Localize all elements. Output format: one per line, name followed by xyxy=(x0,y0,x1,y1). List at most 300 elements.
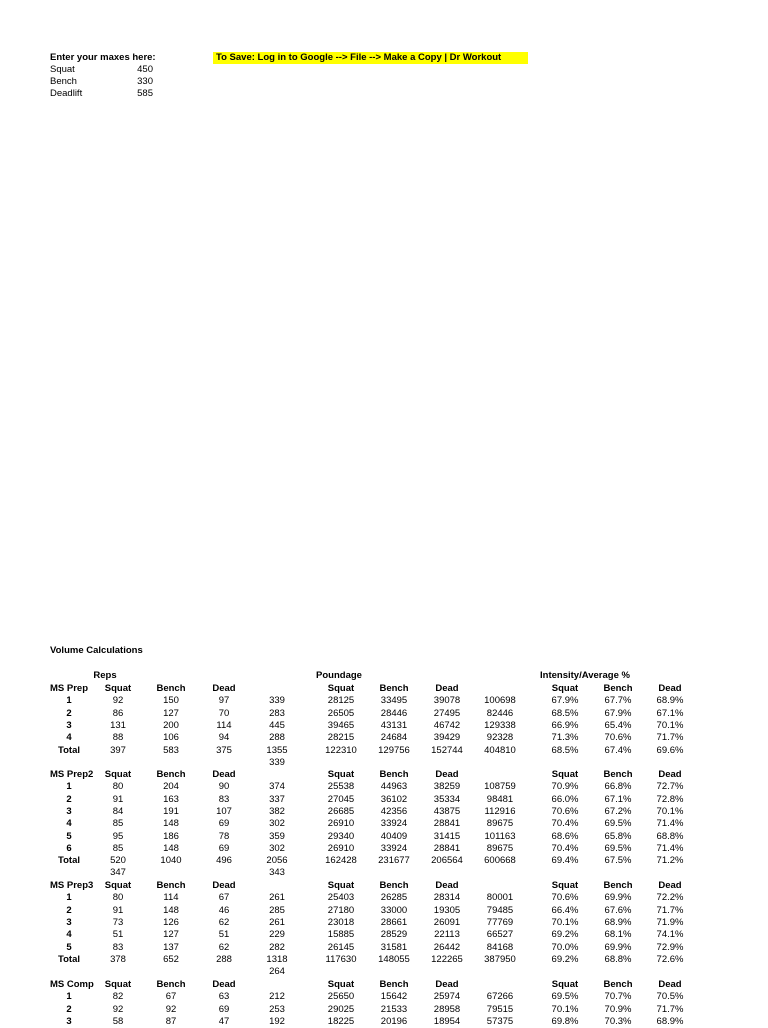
table-cell: 65.4% xyxy=(604,719,632,731)
column-header: Bench xyxy=(156,683,186,694)
table-cell: 82 xyxy=(112,991,124,1003)
extra-value: 264 xyxy=(269,966,285,978)
table-cell: 1040 xyxy=(160,855,182,867)
column-header: Squat xyxy=(104,979,132,990)
table-cell: 66.4% xyxy=(551,904,579,916)
table-cell: 44963 xyxy=(380,781,408,793)
table-cell: 283 xyxy=(269,707,285,719)
table-cell: 69.9% xyxy=(604,892,632,904)
column-header: Squat xyxy=(327,683,355,694)
table-cell: 70.1% xyxy=(656,719,684,731)
table-cell: 97 xyxy=(218,695,230,707)
table-cell: 25403 xyxy=(327,892,355,904)
table-cell: 71.3% xyxy=(551,732,579,744)
table-cell: 117630 xyxy=(325,953,357,965)
table-cell: 19305 xyxy=(433,904,461,916)
table-cell: 67266 xyxy=(486,991,514,1003)
table-cell: 70.1% xyxy=(551,916,579,928)
table-cell: 70.9% xyxy=(551,781,579,793)
table-cell: 28958 xyxy=(433,1003,461,1015)
table-cell: 72.9% xyxy=(656,941,684,953)
table-cell: 101163 xyxy=(484,830,516,842)
column-header: Bench xyxy=(379,769,409,780)
table-cell: 92 xyxy=(112,695,124,707)
table-cell: 89675 xyxy=(486,842,514,854)
table-cell: 600668 xyxy=(484,855,516,867)
table-cell: 69 xyxy=(218,842,230,854)
table-cell: 191 xyxy=(163,805,179,817)
table-cell: 28215 xyxy=(327,732,355,744)
row-label: 4 xyxy=(66,929,72,941)
table-cell: 15885 xyxy=(327,929,355,941)
column-header: Squat xyxy=(551,880,579,891)
row-label: 4 xyxy=(66,818,72,830)
row-label: 5 xyxy=(66,830,72,842)
table-cell: 229 xyxy=(269,929,285,941)
table-cell: 122310 xyxy=(325,744,357,756)
table-cell: 129756 xyxy=(378,744,410,756)
table-cell: 69 xyxy=(218,818,230,830)
column-header: Dead xyxy=(212,880,236,891)
table-cell: 79485 xyxy=(486,904,514,916)
table-cell: 43131 xyxy=(380,719,408,731)
intensity-group-header: Intensity/Average % xyxy=(540,670,630,681)
table-cell: 21533 xyxy=(380,1003,408,1015)
table-cell: 382 xyxy=(269,805,285,817)
table-cell: 106 xyxy=(163,732,179,744)
table-cell: 18954 xyxy=(433,1015,461,1027)
table-cell: 67.4% xyxy=(604,744,632,756)
table-cell: 71.7% xyxy=(656,732,684,744)
table-cell: 26685 xyxy=(327,805,355,817)
column-header: Squat xyxy=(327,880,355,891)
row-label: Total xyxy=(58,953,80,965)
column-header: Bench xyxy=(379,979,409,990)
table-cell: 282 xyxy=(269,941,285,953)
table-cell: 15642 xyxy=(380,991,408,1003)
poundage-group-header: Poundage xyxy=(316,670,362,681)
column-header: Squat xyxy=(104,880,132,891)
table-cell: 71.2% xyxy=(656,855,684,867)
table-cell: 288 xyxy=(269,732,285,744)
table-cell: 69.5% xyxy=(604,842,632,854)
table-cell: 69.2% xyxy=(551,929,579,941)
table-cell: 69.8% xyxy=(551,1015,579,1027)
table-cell: 23018 xyxy=(327,916,355,928)
table-cell: 108759 xyxy=(484,781,516,793)
table-cell: 1318 xyxy=(266,953,288,965)
table-cell: 31581 xyxy=(380,941,408,953)
table-cell: 26145 xyxy=(327,941,355,953)
column-header: Bench xyxy=(156,979,186,990)
table-cell: 339 xyxy=(269,695,285,707)
table-cell: 162428 xyxy=(325,855,357,867)
save-instructions-banner: To Save: Log in to Google --> File --> Make a Copy | Dr Workout xyxy=(213,52,528,64)
table-cell: 68.6% xyxy=(551,830,579,842)
column-header: Dead xyxy=(435,880,459,891)
column-header: Bench xyxy=(156,769,186,780)
block-name: MS Comp xyxy=(50,979,94,990)
row-label: 5 xyxy=(66,941,72,953)
table-cell: 26442 xyxy=(433,941,461,953)
table-cell: 57375 xyxy=(486,1015,514,1027)
table-cell: 83 xyxy=(112,941,124,953)
table-cell: 80001 xyxy=(486,892,514,904)
max-value-deadlift[interactable]: 585 xyxy=(137,88,153,99)
row-label: 6 xyxy=(66,842,72,854)
table-cell: 51 xyxy=(218,929,230,941)
table-cell: 129338 xyxy=(484,719,516,731)
table-cell: 1355 xyxy=(266,744,288,756)
table-cell: 74.1% xyxy=(656,929,684,941)
table-cell: 18225 xyxy=(327,1015,355,1027)
table-cell: 33924 xyxy=(380,818,408,830)
table-cell: 70.6% xyxy=(604,732,632,744)
row-label: 4 xyxy=(66,732,72,744)
row-label: 3 xyxy=(66,805,72,817)
table-cell: 92 xyxy=(165,1003,177,1015)
table-cell: 70.1% xyxy=(656,805,684,817)
table-cell: 67.1% xyxy=(604,793,632,805)
table-cell: 86 xyxy=(112,707,124,719)
table-cell: 58 xyxy=(112,1015,124,1027)
table-cell: 82446 xyxy=(486,707,514,719)
column-header: Bench xyxy=(156,880,186,891)
table-cell: 84168 xyxy=(486,941,514,953)
table-cell: 445 xyxy=(269,719,285,731)
table-cell: 152744 xyxy=(431,744,463,756)
row-label: 2 xyxy=(66,793,72,805)
column-header: Dead xyxy=(435,769,459,780)
table-cell: 378 xyxy=(110,953,126,965)
table-cell: 78 xyxy=(218,830,230,842)
table-cell: 68.5% xyxy=(551,707,579,719)
table-cell: 114 xyxy=(216,719,232,731)
table-cell: 70.4% xyxy=(551,842,579,854)
table-cell: 42356 xyxy=(380,805,408,817)
table-cell: 127 xyxy=(163,707,179,719)
table-cell: 88 xyxy=(112,732,124,744)
table-cell: 2056 xyxy=(266,855,288,867)
table-cell: 92 xyxy=(112,1003,124,1015)
column-header: Squat xyxy=(104,769,132,780)
column-header: Dead xyxy=(435,979,459,990)
table-cell: 67.9% xyxy=(604,707,632,719)
column-header: Dead xyxy=(658,880,682,891)
table-cell: 67.7% xyxy=(604,695,632,707)
column-header: Squat xyxy=(327,769,355,780)
table-cell: 148 xyxy=(163,904,179,916)
column-header: Bench xyxy=(603,880,633,891)
table-cell: 26505 xyxy=(327,707,355,719)
table-cell: 206564 xyxy=(431,855,463,867)
volume-title: Volume Calculations xyxy=(50,645,143,656)
extra-value: 343 xyxy=(269,867,285,879)
table-cell: 24684 xyxy=(380,732,408,744)
table-cell: 26910 xyxy=(327,842,355,854)
table-cell: 29340 xyxy=(327,830,355,842)
table-cell: 72.8% xyxy=(656,793,684,805)
table-cell: 84 xyxy=(112,805,124,817)
table-cell: 51 xyxy=(112,929,124,941)
table-cell: 28125 xyxy=(327,695,355,707)
column-header: Squat xyxy=(551,979,579,990)
table-cell: 107 xyxy=(216,805,232,817)
table-cell: 46 xyxy=(218,904,230,916)
table-cell: 71.9% xyxy=(656,916,684,928)
table-cell: 25538 xyxy=(327,781,355,793)
table-cell: 25974 xyxy=(433,991,461,1003)
table-cell: 520 xyxy=(110,855,126,867)
max-label-squat: Squat xyxy=(50,64,75,75)
table-cell: 28529 xyxy=(380,929,408,941)
table-cell: 94 xyxy=(218,732,230,744)
table-cell: 71.4% xyxy=(656,818,684,830)
table-cell: 200 xyxy=(163,719,179,731)
table-cell: 69 xyxy=(218,1003,230,1015)
table-cell: 337 xyxy=(269,793,285,805)
table-cell: 47 xyxy=(218,1015,230,1027)
table-cell: 40409 xyxy=(380,830,408,842)
table-cell: 359 xyxy=(269,830,285,842)
row-label: Total xyxy=(58,744,80,756)
table-cell: 583 xyxy=(163,744,179,756)
table-cell: 80 xyxy=(112,892,124,904)
table-cell: 404810 xyxy=(484,744,516,756)
table-cell: 70.4% xyxy=(551,818,579,830)
table-cell: 68.8% xyxy=(604,953,632,965)
column-header: Dead xyxy=(658,769,682,780)
table-cell: 126 xyxy=(163,916,179,928)
table-cell: 652 xyxy=(163,953,179,965)
table-cell: 204 xyxy=(163,781,179,793)
column-header: Bench xyxy=(379,683,409,694)
table-cell: 100698 xyxy=(484,695,516,707)
column-header: Dead xyxy=(212,769,236,780)
table-cell: 150 xyxy=(163,695,179,707)
table-cell: 90 xyxy=(218,781,230,793)
table-cell: 36102 xyxy=(380,793,408,805)
column-header: Dead xyxy=(658,979,682,990)
table-cell: 38259 xyxy=(433,781,461,793)
table-cell: 85 xyxy=(112,842,124,854)
column-header: Squat xyxy=(551,769,579,780)
table-cell: 95 xyxy=(112,830,124,842)
table-cell: 39429 xyxy=(433,732,461,744)
table-cell: 253 xyxy=(269,1003,285,1015)
table-cell: 69.4% xyxy=(551,855,579,867)
table-cell: 68.9% xyxy=(604,916,632,928)
max-value-bench[interactable]: 330 xyxy=(137,76,153,87)
table-cell: 302 xyxy=(269,842,285,854)
table-cell: 70.6% xyxy=(551,805,579,817)
table-cell: 98481 xyxy=(486,793,514,805)
column-header: Dead xyxy=(435,683,459,694)
row-label: 3 xyxy=(66,1015,72,1027)
row-label: 2 xyxy=(66,1003,72,1015)
table-cell: 69.6% xyxy=(656,744,684,756)
column-header: Bench xyxy=(603,979,633,990)
table-cell: 70.7% xyxy=(604,991,632,1003)
row-label: 3 xyxy=(66,719,72,731)
table-cell: 91 xyxy=(112,904,124,916)
row-label: 1 xyxy=(66,892,72,904)
table-cell: 63 xyxy=(218,991,230,1003)
table-cell: 261 xyxy=(269,916,285,928)
table-cell: 163 xyxy=(163,793,179,805)
table-cell: 112916 xyxy=(484,805,516,817)
table-cell: 31415 xyxy=(433,830,461,842)
table-cell: 87 xyxy=(165,1015,177,1027)
table-cell: 67 xyxy=(165,991,177,1003)
row-label: 2 xyxy=(66,904,72,916)
column-header: Dead xyxy=(212,683,236,694)
table-cell: 70.5% xyxy=(656,991,684,1003)
table-cell: 91 xyxy=(112,793,124,805)
table-cell: 79515 xyxy=(486,1003,514,1015)
table-cell: 69.5% xyxy=(551,991,579,1003)
table-cell: 71.7% xyxy=(656,1003,684,1015)
table-cell: 27045 xyxy=(327,793,355,805)
table-cell: 68.8% xyxy=(656,830,684,842)
table-cell: 69.5% xyxy=(604,818,632,830)
table-cell: 26285 xyxy=(380,892,408,904)
table-cell: 148055 xyxy=(378,953,410,965)
column-header: Bench xyxy=(603,683,633,694)
table-cell: 83 xyxy=(218,793,230,805)
table-cell: 387950 xyxy=(484,953,516,965)
table-cell: 28314 xyxy=(433,892,461,904)
table-cell: 39078 xyxy=(433,695,461,707)
table-cell: 67.2% xyxy=(604,805,632,817)
block-name: MS Prep2 xyxy=(50,769,94,780)
table-cell: 71.7% xyxy=(656,904,684,916)
row-label: Total xyxy=(58,855,80,867)
table-cell: 28661 xyxy=(380,916,408,928)
column-header: Squat xyxy=(104,683,132,694)
table-cell: 80 xyxy=(112,781,124,793)
table-cell: 67.5% xyxy=(604,855,632,867)
table-cell: 71.4% xyxy=(656,842,684,854)
table-cell: 70.9% xyxy=(604,1003,632,1015)
table-cell: 302 xyxy=(269,818,285,830)
table-cell: 72.7% xyxy=(656,781,684,793)
row-label: 1 xyxy=(66,695,72,707)
table-cell: 22113 xyxy=(434,929,460,941)
block-name: MS Prep xyxy=(50,683,89,694)
table-cell: 35334 xyxy=(433,793,461,805)
row-label: 1 xyxy=(66,781,72,793)
table-cell: 73 xyxy=(112,916,124,928)
table-cell: 122265 xyxy=(431,953,463,965)
column-header: Dead xyxy=(658,683,682,694)
block-name: MS Prep3 xyxy=(50,880,94,891)
max-label-deadlift: Deadlift xyxy=(50,88,83,99)
table-cell: 28446 xyxy=(380,707,408,719)
table-cell: 70.6% xyxy=(551,892,579,904)
table-cell: 68.5% xyxy=(551,744,579,756)
table-cell: 67.1% xyxy=(656,707,684,719)
table-cell: 26910 xyxy=(327,818,355,830)
table-cell: 20196 xyxy=(380,1015,408,1027)
table-cell: 68.1% xyxy=(604,929,632,941)
table-cell: 148 xyxy=(163,818,179,830)
table-cell: 28841 xyxy=(433,818,461,830)
table-cell: 127 xyxy=(163,929,179,941)
table-cell: 374 xyxy=(269,781,285,793)
table-cell: 62 xyxy=(218,941,230,953)
table-cell: 192 xyxy=(269,1015,285,1027)
table-cell: 212 xyxy=(269,991,285,1003)
max-value-squat[interactable]: 450 xyxy=(137,64,153,75)
column-header: Bench xyxy=(379,880,409,891)
table-cell: 66527 xyxy=(486,929,514,941)
table-cell: 27180 xyxy=(327,904,355,916)
table-cell: 131 xyxy=(110,719,126,731)
table-cell: 72.2% xyxy=(656,892,684,904)
column-header: Dead xyxy=(212,979,236,990)
table-cell: 77769 xyxy=(486,916,514,928)
table-cell: 285 xyxy=(269,904,285,916)
table-cell: 137 xyxy=(163,941,179,953)
reps-group-header: Reps xyxy=(93,670,117,681)
extra-value: 347 xyxy=(110,867,126,879)
table-cell: 69.9% xyxy=(604,941,632,953)
table-cell: 43875 xyxy=(433,805,461,817)
table-cell: 114 xyxy=(163,892,179,904)
table-cell: 66.8% xyxy=(604,781,632,793)
table-cell: 66.9% xyxy=(551,719,579,731)
table-cell: 67.6% xyxy=(604,904,632,916)
table-cell: 496 xyxy=(216,855,232,867)
extra-value: 339 xyxy=(269,756,285,768)
table-cell: 72.6% xyxy=(656,953,684,965)
table-cell: 70.3% xyxy=(604,1015,632,1027)
table-cell: 186 xyxy=(163,830,179,842)
table-cell: 65.8% xyxy=(604,830,632,842)
table-cell: 28841 xyxy=(433,842,461,854)
table-cell: 69.2% xyxy=(551,953,579,965)
table-cell: 33495 xyxy=(380,695,408,707)
table-cell: 39465 xyxy=(327,719,355,731)
table-cell: 62 xyxy=(218,916,230,928)
table-cell: 29025 xyxy=(327,1003,355,1015)
table-cell: 397 xyxy=(110,744,126,756)
column-header: Squat xyxy=(551,683,579,694)
table-cell: 68.9% xyxy=(656,695,684,707)
table-cell: 26091 xyxy=(433,916,461,928)
table-cell: 67.9% xyxy=(551,695,579,707)
table-cell: 25650 xyxy=(327,991,355,1003)
table-cell: 288 xyxy=(216,953,232,965)
row-label: 1 xyxy=(66,991,72,1003)
table-cell: 89675 xyxy=(486,818,514,830)
table-cell: 92328 xyxy=(486,732,514,744)
table-cell: 85 xyxy=(112,818,124,830)
table-cell: 70.1% xyxy=(551,1003,579,1015)
table-cell: 231677 xyxy=(378,855,410,867)
table-cell: 46742 xyxy=(433,719,461,731)
table-cell: 70.0% xyxy=(551,941,579,953)
table-cell: 67 xyxy=(218,892,230,904)
table-cell: 261 xyxy=(269,892,285,904)
table-cell: 68.9% xyxy=(656,1015,684,1027)
maxes-heading: Enter your maxes here: xyxy=(50,52,156,63)
table-cell: 70 xyxy=(218,707,230,719)
table-cell: 33000 xyxy=(380,904,408,916)
table-cell: 148 xyxy=(163,842,179,854)
column-header: Squat xyxy=(327,979,355,990)
